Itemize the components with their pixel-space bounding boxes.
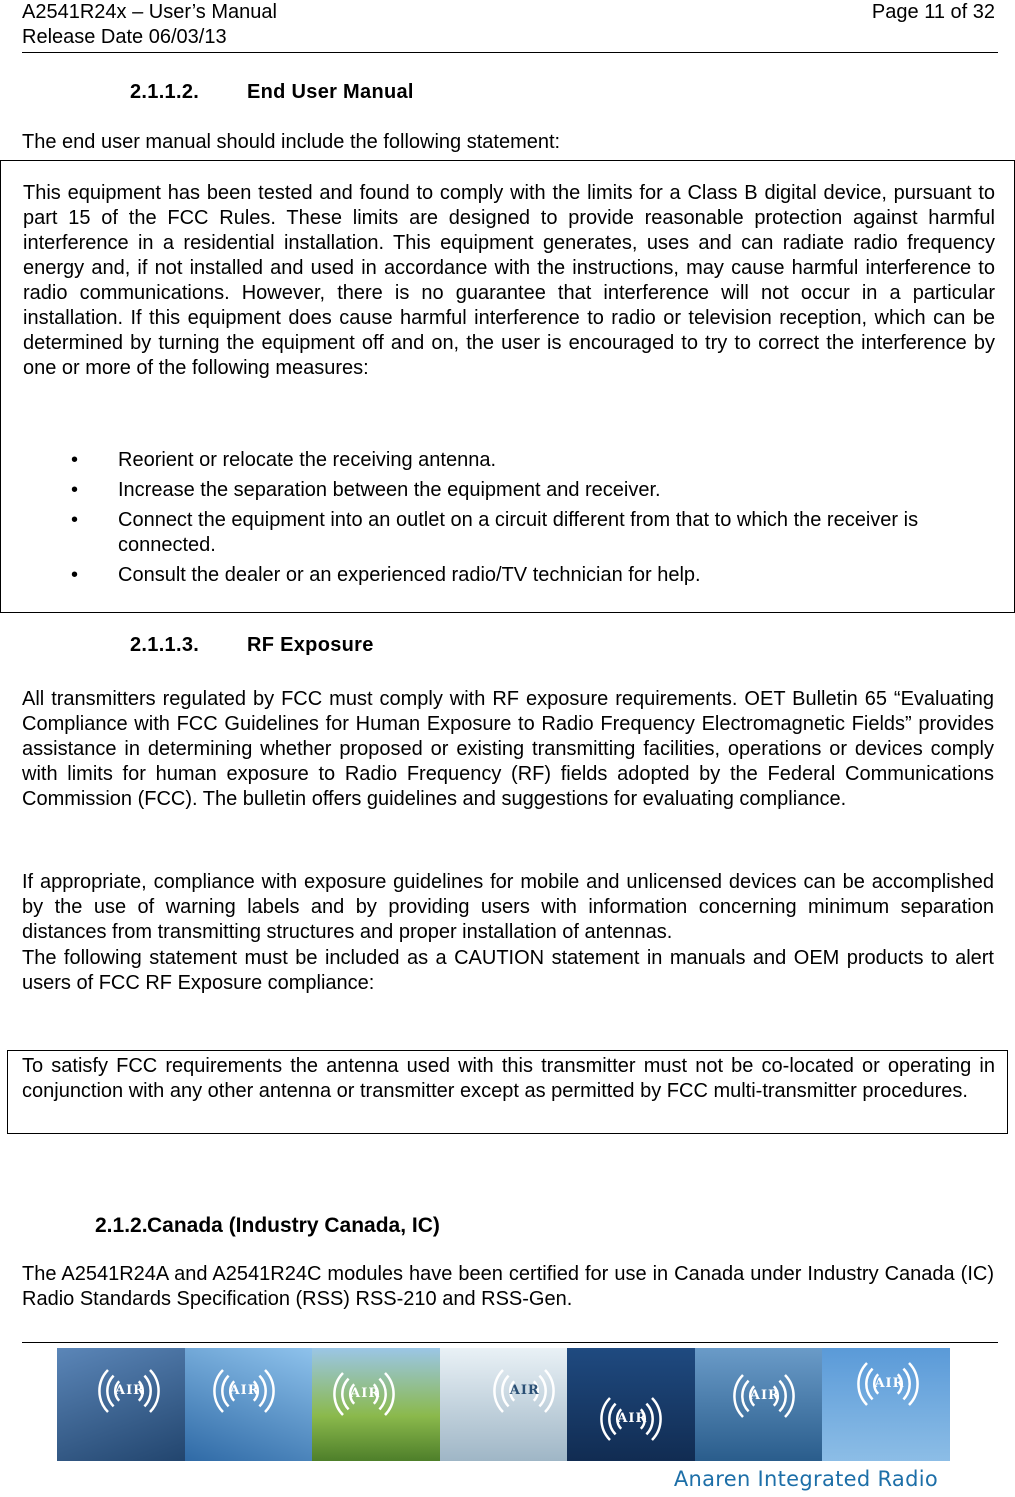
banner-tile-skier (185, 1348, 313, 1461)
radio-waves-icon (440, 1348, 568, 1461)
section-title: Canada (Industry Canada, IC) (147, 1214, 440, 1237)
header-page-number: Page 11 of 32 (871, 1, 995, 23)
fcc-measures-list (45, 448, 995, 593)
wave-arc (144, 1376, 150, 1407)
rf-paragraph-2: If appropriate, compliance with exposure guidelines for mobile and unlicensed devices can be accomplished by the use of warning labels and by providing users with information concerning minimum separation distances from transmitting structures and proper installation of antennas. (22, 871, 994, 943)
air-logo: AIR (229, 1383, 260, 1398)
fcc-statement-paragraph: This equipment has been tested and found to comply with the limits for a Class B digital device, pursuant to part 15 of the FCC Rules. These limits are designed to provide reasonable protection against harmful interference in a residential installation. This equipment generates, uses and can radiate radio frequency energy and, if not installed and used in accordance with the instructions, may cause harmful interference to radio communications. However, there is no guarantee that interference will not occur in a particular installation. If this equipment does cause harmful interference to radio or television reception, which can be determined by turning the equipment off and on, the user is encouraged to try to correct the interference by one or more of the following measures: (23, 182, 995, 379)
wave-arc (779, 1381, 785, 1412)
section-heading-2-1-2 (95, 1214, 440, 1238)
list-item: • Increase the separation between the equipment and receiver. (71, 479, 661, 501)
canada-paragraph: The A2541R24A and A2541R24C modules have been certified for use in Canada under Industry Canada (IC) Radio Standards Specification (RSS) RSS-210 and RSS-Gen. (22, 1263, 994, 1310)
wave-arc (342, 1379, 348, 1410)
wave-arc (647, 1404, 653, 1435)
wave-arc (742, 1381, 748, 1412)
radio-waves-icon (567, 1348, 695, 1461)
section-number: 2.1.1.3. (130, 634, 200, 656)
wave-arc (259, 1376, 265, 1407)
wave-arc (867, 1369, 873, 1400)
list-item: • Connect the equipment into an outlet on a circuit different from that to which the receiver is connected. (71, 509, 919, 556)
banner-tile-windsurfer (567, 1348, 695, 1461)
rf-paragraph-3: The following statement must be included as a CAUTION statement in manuals and OEM products to alert users of FCC RF Exposure compliance: (22, 947, 994, 994)
wave-arc (222, 1376, 228, 1407)
wave-arc (610, 1404, 616, 1435)
header-title: A2541R24x – User’s Manual (22, 1, 277, 23)
list-item: • Consult the dealer or an experienced radio/TV technician for help. (71, 564, 701, 586)
air-logo: AIR (617, 1411, 648, 1426)
wave-arc (539, 1376, 545, 1407)
rf-paragraph-1: All transmitters regulated by FCC must comply with RF exposure requirements. OET Bulletin 65 “Evaluating Compliance with FCC Guidelines for Human Exposure to Radio Frequency Electromagnetic Fields” provides assistance in determining whether proposed or existing transmitting facilities, operations or devices comply with limits for human exposure to Radio Frequency (RF) fields adopted by the Federal Communications Commission (FCC). The bulletin offers guidelines and suggestions for evaluating compliance. (22, 688, 994, 810)
wave-arc (107, 1376, 113, 1407)
banner-tile-jumper (822, 1348, 950, 1461)
air-logo: AIR (350, 1386, 381, 1401)
footer-rule (22, 1342, 998, 1343)
header-rule (22, 52, 998, 53)
radio-waves-icon (57, 1348, 185, 1461)
section-number: 2.1.1.2. (130, 81, 200, 103)
wave-arc (502, 1376, 508, 1407)
intro-paragraph: The end user manual should include the following statement: (22, 131, 561, 153)
footer-banner (57, 1348, 950, 1461)
radio-waves-icon (312, 1348, 440, 1461)
air-logo: AIR (509, 1383, 540, 1398)
section-heading-2-1-1-2 (130, 81, 414, 104)
section-heading-2-1-1-3 (130, 634, 374, 657)
footer-brand-text: Anaren Integrated Radio (673, 1467, 938, 1491)
caution-box (7, 1050, 1008, 1134)
section-title: RF Exposure (247, 634, 374, 656)
section-number: 2.1.2. (95, 1214, 148, 1237)
caution-statement: To satisfy FCC requirements the antenna used with this transmitter must not be co-located or operating in conjunction with any other antenna or transmitter except as permitted by FCC multi-transmitter procedures. (22, 1055, 995, 1102)
list-item: • Reorient or relocate the receiving antenna. (71, 449, 497, 471)
banner-tile-snowboarder (440, 1348, 568, 1461)
radio-waves-icon (822, 1348, 950, 1461)
air-logo: AIR (749, 1388, 780, 1403)
header-release-date: Release Date 06/03/13 (22, 26, 227, 48)
radio-waves-icon (185, 1348, 313, 1461)
banner-tile-skater (57, 1348, 185, 1461)
air-logo: AIR (115, 1383, 145, 1398)
banner-tile-cyclist (312, 1348, 440, 1461)
wave-arc (380, 1379, 386, 1410)
wave-arc (904, 1369, 910, 1400)
radio-waves-icon (695, 1348, 823, 1461)
section-title: End User Manual (247, 81, 414, 103)
air-logo: AIR (874, 1376, 905, 1391)
banner-tile-kayaker (695, 1348, 823, 1461)
fcc-statement-box (0, 160, 1015, 613)
